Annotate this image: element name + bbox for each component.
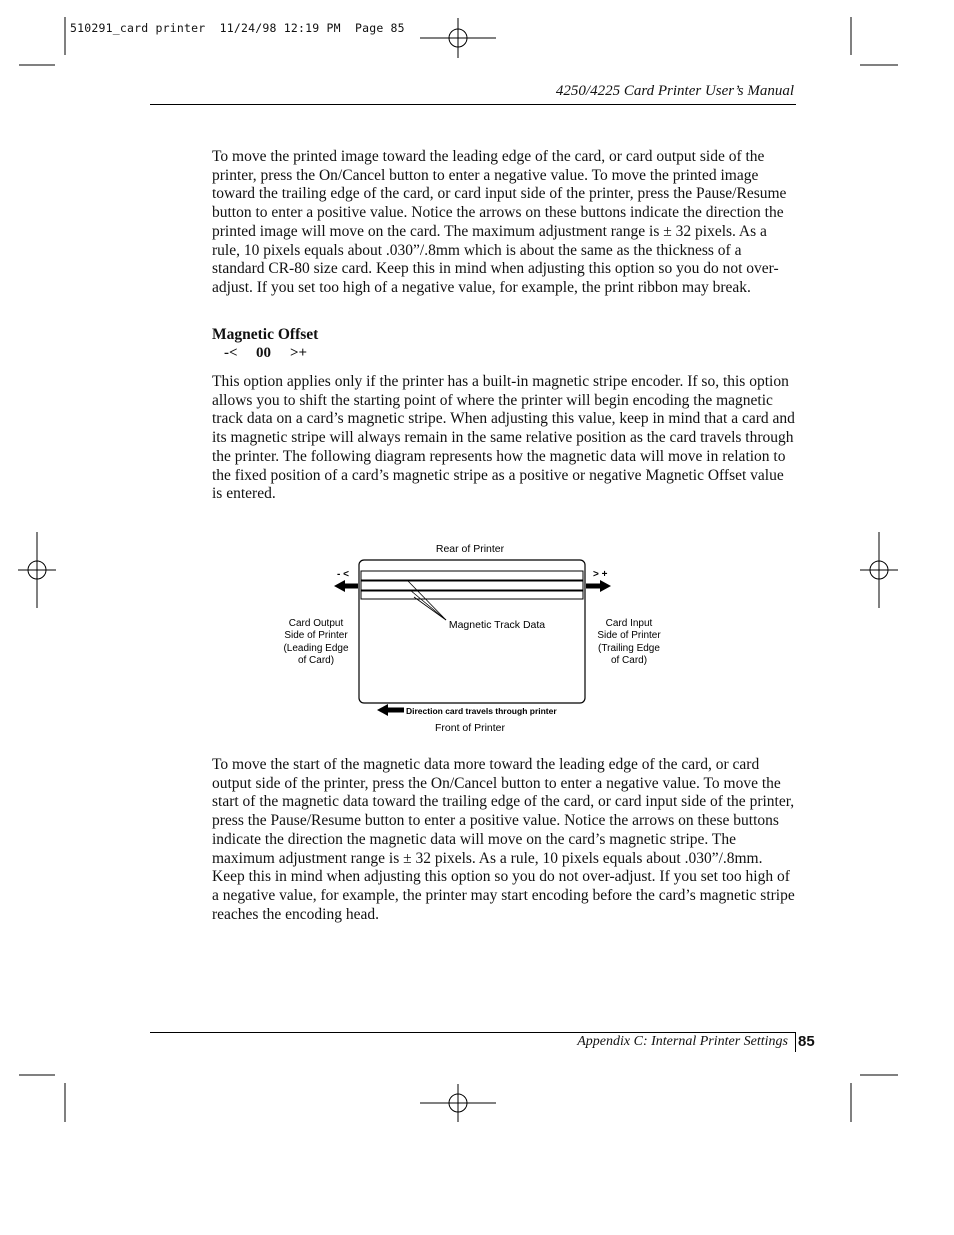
negative-arrow-label: - < (337, 569, 349, 580)
paragraph-1-text: To move the printed image toward the leading edge of the card, or card output side of the printer, press the On/Cancel button to enter a negative value. To move the printed image toward the trailing edge of the card, or card input side of the printer, press the Pause/Resume button to enter a positive value. Notice the arrows on these buttons indicate the direction the printed image will move on the card. The maximum adjustment range is ± 32 pixels. As a rule, 10 pixels equals about .030”/.8mm which is about the same as the thickness of a standard CR-80 size card. Keep this in mind when adjusting this option so you do not over-adjust. If you set too high of a negative value, for example, the print ribbon may break. (212, 148, 787, 296)
magnetic-offset-diagram (270, 535, 670, 740)
offset-value: 00 (256, 345, 271, 361)
direction-arrow-icon (377, 704, 404, 716)
left-side-line: Card Output (288, 618, 344, 629)
offset-controls (224, 345, 307, 362)
paragraph-magnetic-offset (212, 373, 797, 504)
minus-control: -< (224, 345, 238, 361)
section-heading: Magnetic Offset (212, 326, 319, 343)
right-arrow-icon (586, 580, 611, 592)
footer-section-label: Appendix C: Internal Printer Settings (577, 1034, 788, 1049)
slug-line: 510291_card printer 11/24/98 12:19 PM Page 85 (70, 21, 405, 35)
card-output-side-label (283, 618, 348, 666)
paragraph-3-text: To move the start of the magnetic data more toward the leading edge of the card, or card output side of the printer, press the On/Cancel button to enter a negative value. To move the start of the magnetic data toward the trailing edge of the card, or card input side of the printer, press the Pause/Resume button to enter a positive value. Notice the arrows on these buttons indicate the direction the magnetic data will move on the card’s magnetic stripe. The maximum adjustment range is ± 32 pixels. As a rule, 10 pixels equals about .030”/.8mm. Keep this in mind when adjusting this option so you do not over-adjust. If you set too high of a negative value, for example, the printer may start encoding before the card’s magnetic stripe reaches the encoding head. (212, 756, 795, 923)
registration-mark-right (860, 532, 898, 608)
card-input-side-label (597, 618, 661, 666)
registration-mark-top (420, 18, 496, 58)
plus-control: >+ (290, 345, 308, 361)
right-side-line: Side of Printer (597, 630, 661, 641)
footer-rule (150, 1032, 796, 1033)
paragraph-2-text: This option applies only if the printer has a built-in magnetic stripe encoder. If so, this option allows you to shift the starting point of where the printer will begin encoding the magnetic track data on a card’s magnetic stripe. When adjusting this value, keep in mind that a card and its magnetic stripe will always remain in the same relative position as the card travels through the printer. The following diagram represents how the magnetic data will move in relation to the fixed position of a card’s magnetic stripe as a positive or negative Magnetic Offset value is entered. (212, 373, 795, 503)
left-side-line: (Leading Edge (283, 643, 349, 654)
direction-label: Direction card travels through printer (406, 706, 557, 716)
right-side-line: Card Input (605, 618, 653, 629)
positive-arrow-label: > + (593, 569, 608, 580)
rear-of-printer-label: Rear of Printer (435, 543, 505, 555)
magnetic-track-label: Magnetic Track Data (448, 619, 546, 631)
registration-mark-bottom (420, 1084, 496, 1122)
left-side-line: of Card) (297, 655, 335, 666)
left-arrow-icon (334, 580, 358, 592)
paragraph-printed-image (212, 148, 797, 298)
page-number: 85 (798, 1033, 815, 1050)
header-rule (150, 104, 796, 105)
track-2 (361, 581, 583, 590)
registration-mark-left (18, 532, 56, 608)
track-3 (361, 591, 583, 599)
running-header: 4250/4225 Card Printer User’s Manual (555, 83, 794, 99)
track-pointer-lines (408, 581, 446, 620)
paragraph-magnetic-data (212, 756, 797, 924)
right-side-line: (Trailing Edge (598, 643, 660, 654)
front-of-printer-label: Front of Printer (434, 722, 506, 734)
left-side-line: Side of Printer (284, 630, 348, 641)
footer-separator (795, 1032, 796, 1052)
right-side-line: of Card) (610, 655, 648, 666)
track-1 (361, 571, 583, 580)
